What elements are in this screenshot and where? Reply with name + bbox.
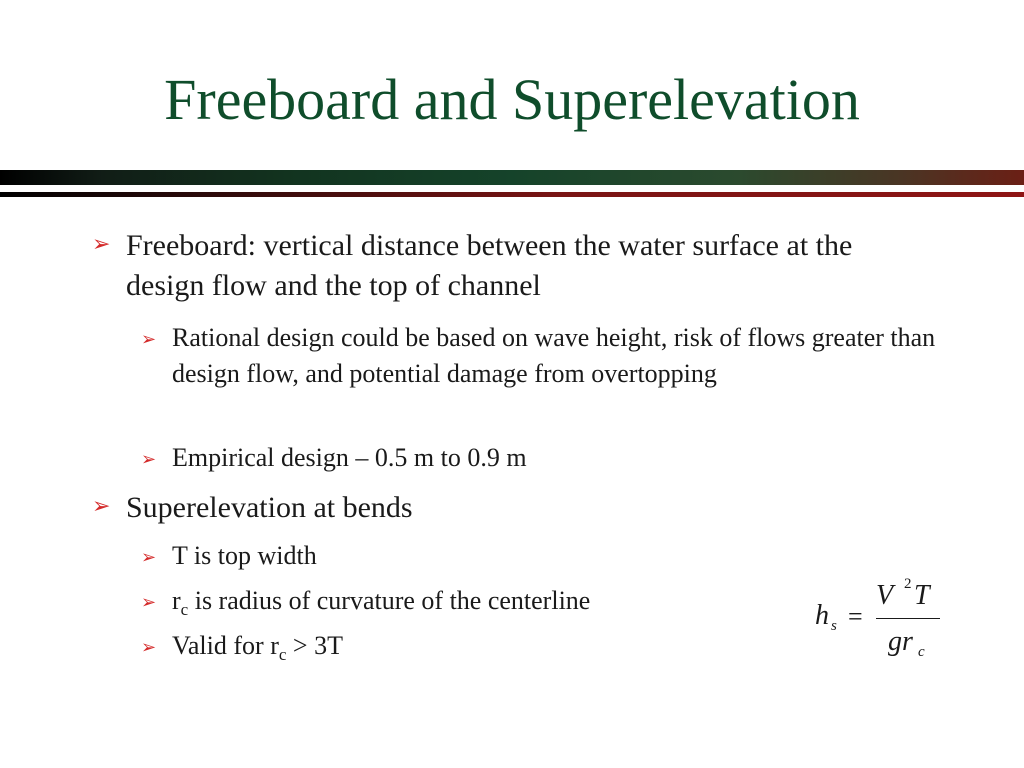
bullet-freeboard: Freeboard: vertical distance between the water surface at the design flow and the top of channel [126, 229, 853, 302]
rc-subscript: c [180, 600, 189, 620]
formula-lhs-subscript: s [831, 618, 837, 634]
validity-suffix: > 3T [286, 631, 343, 660]
bullet-arrow-icon: ➢ [141, 449, 157, 470]
formula-denominator: gr [888, 626, 913, 657]
subbullet-rational-design: Rational design could be based on wave height, risk of flows greater than design flow, and potential damage from overtopping [172, 323, 936, 388]
bullet-arrow-icon: ➢ [92, 494, 111, 519]
subbullet-top-width: T is top width [172, 541, 317, 570]
formula-equals: = [848, 602, 863, 631]
slide-title: Freeboard and Superelevation [164, 67, 860, 132]
formula-fraction-bar [876, 618, 940, 619]
bullet-arrow-icon: ➢ [141, 637, 157, 658]
formula-lhs: h [815, 600, 829, 631]
formula-numerator-t: T [914, 580, 930, 611]
subbullet-empirical-design: Empirical design – 0.5 m to 0.9 m [172, 443, 527, 472]
bullet-arrow-icon: ➢ [92, 232, 111, 257]
bullet-superelevation: Superelevation at bends [126, 491, 413, 524]
formula-numerator-v: V [876, 580, 894, 611]
bullet-arrow-icon: ➢ [141, 592, 157, 613]
radius-description: is radius of curvature of the centerline [188, 586, 591, 615]
validity-subscript: c [278, 645, 287, 665]
formula-numerator-exponent: 2 [904, 576, 912, 592]
bullet-arrow-icon: ➢ [141, 547, 157, 568]
bullet-arrow-icon: ➢ [141, 329, 157, 350]
validity-prefix: Valid for r [172, 631, 279, 660]
rc-symbol: r [172, 586, 181, 615]
superelevation-formula [812, 576, 952, 666]
formula-denominator-subscript: c [918, 644, 925, 660]
